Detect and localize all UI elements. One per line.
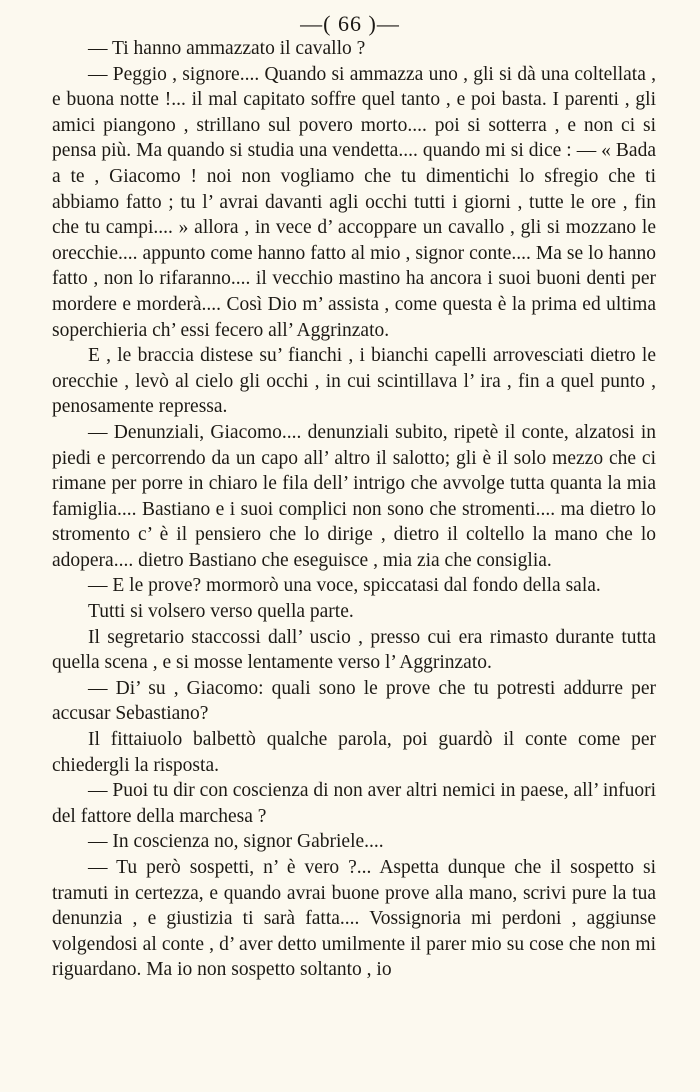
paragraph: — Denunziali, Giacomo.... denunziali subito, ripetè il conte, alzatosi in piedi e percorrendo da un capo all’ altro il salotto; gli è il solo mezzo che ci rimane per porre in chiaro le fila dell’ intrigo che avvolge tutta quanta la mia famiglia.... Bastiano e i suoi complici non sono che stromenti.... ma dietro lo stromento c’ è il pensiero che lo dirige , dietro il coltello la mano che lo adopera.... dietro Bastiano che eseguisce , mia zia che consiglia. [52,421,656,571]
paragraph: — E le prove? mormorò una voce, spiccatasi dal fondo della sala. [88,575,601,597]
paragraph: — Peggio , signore.... Quando si ammazza uno , gli si dà una coltellata , e buona notte !... il mal capitato soffre quel tanto , e poi basta. I parenti , gli amici piangono , strillano sul povero morto.... poi si sotterra , e non ci si pensa più. Ma quando si studia una vendetta.... quando mi si dice : — « Bada a te , Giacomo ! noi non vogliamo che tu dimentichi lo sfregio che ti abbiamo fatto ; tu l’ avrai davanti agli occhi tutti i giorni , tutte le ore , fin che tu campi.... » allora , in vece d’ accoppare un cavallo , gli si mozzano le orecchie.... appunto come hanno fatto al mio , signor conte.... Ma se lo hanno fatto , non lo rifaranno.... il vecchio mastino ha ancora i suoi buoni denti per mordere e morderà.... Così Dio m’ assista , come questa è la prima ed ultima soperchieria ch’ essi fecero all’ Aggrinzato. [52,63,656,341]
body-text [52,36,656,983]
paragraph: Il fittaiuolo balbettò qualche parola, poi guardò il conte come per chiedergli la risposta. [52,729,656,776]
paragraph: E , le braccia distese su’ fianchi , i bianchi capelli arrovesciati dietro le orecchie , levò al cielo gli occhi , in cui scintillava l’ ira , fin a quel punto , penosamente repressa. [52,345,656,418]
paragraph: — Ti hanno ammazzato il cavallo ? [88,38,366,59]
paragraph: — Tu però sospetti, n’ è vero ?... Aspetta dunque che il sospetto si tramuti in certezza, e quando avrai buone prove alla mano, scrivi pure la tua denunzia , e giustizia ti sarà fatta.... Vossignoria mi perdoni , aggiunse volgendosi al conte , d’ aver detto umilmente il parer mio su cose che non mi riguardano. Ma io non sospetto soltanto , io [52,857,656,981]
paragraph: Il segretario staccossi dall’ uscio , presso cui era rimasto durante tutta quella scena , e si mosse lentamente verso l’ Aggrinzato. [52,626,656,674]
paragraph: — In coscienza no, signor Gabriele.... [88,831,384,853]
paragraph: — Di’ su , Giacomo: quali sono le prove che tu potresti addurre per accusar Sebastiano? [52,677,656,725]
page-number: —( 66 )— [300,11,400,36]
paragraph: — Puoi tu dir con coscienza di non aver altri nemici in paese, all’ infuori del fattore della marchesa ? [52,780,656,827]
paragraph: Tutti si volsero verso quella parte. [88,601,354,623]
